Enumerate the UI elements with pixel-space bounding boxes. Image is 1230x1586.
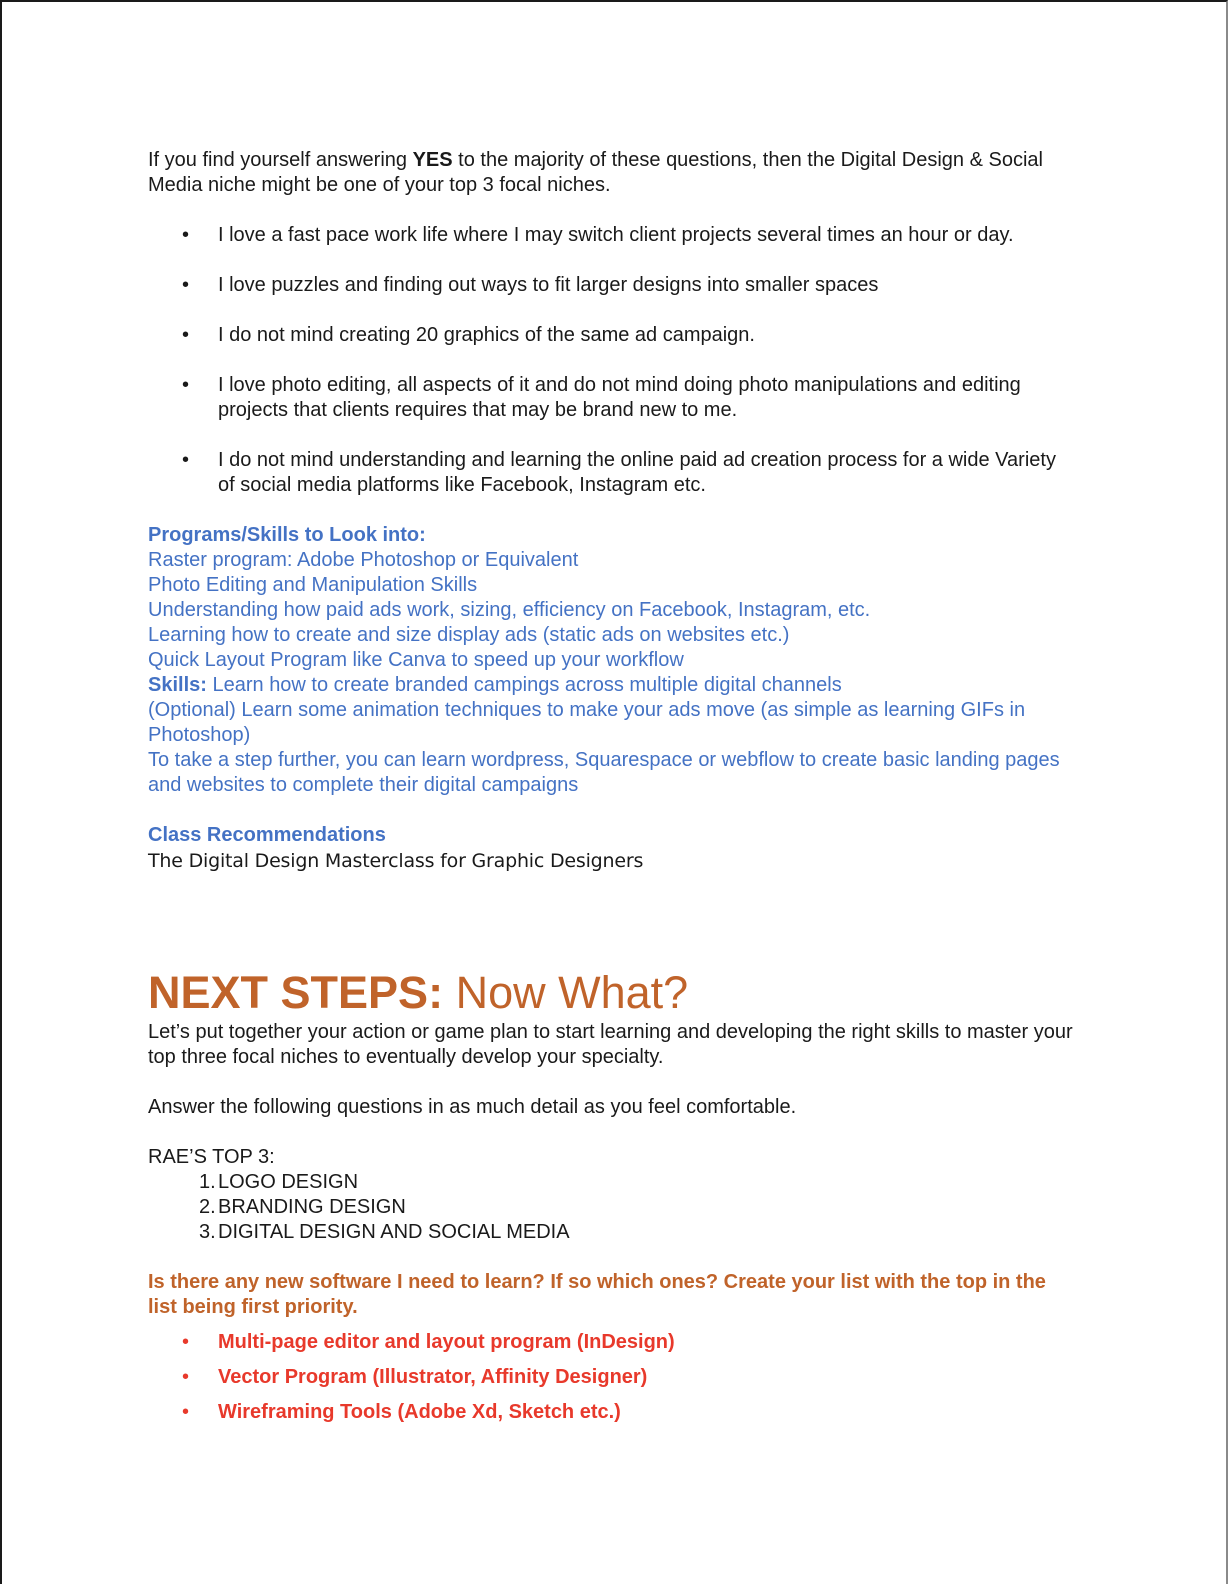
program-item: Photo Editing and Manipulation Skills [148,574,478,596]
skills-label: Skills: [148,674,207,696]
top3-number: 1. [199,1171,216,1193]
intro-paragraph [148,148,1078,198]
top3-label: LOGO DESIGN [218,1171,359,1193]
next-steps-instruction: Answer the following questions in as much detail as you feel comfortable. [148,1096,797,1118]
top3-label: BRANDING DESIGN [218,1196,406,1218]
class-recommendations-section [148,823,1078,874]
optional-skill: (Optional) Learn some animation techniques to make your ads move (as simple as learning GIFs in Photoshop) [148,699,1026,746]
software-question: Is there any new software I need to learn? If so which ones? Create your list with the top in the list being first priority. [148,1271,1046,1318]
intro-text-end: to the majority of these questions, then the Digital Design & Social Media niche might be one of your top 3 focal niches. [148,149,1043,196]
top3-list [148,1170,1078,1245]
program-item: Understanding how paid ads work, sizing, efficiency on Facebook, Instagram, etc. [148,599,871,621]
top3-title: RAE’S TOP 3: [148,1146,275,1168]
next-steps-paragraph: Let’s put together your action or game plan to start learning and developing the right skills to master your top three focal niches to eventually develop your specialty. [148,1021,1073,1068]
software-item: • Vector Program (Illustrator, Affinity Designer) [148,1365,1078,1390]
class-recommendation-item: The Digital Design Masterclass for Graphic Designers [148,850,644,872]
top3-item [148,1170,1078,1195]
next-steps-heading-bold: NEXT STEPS: [148,967,444,1018]
question-list [148,223,1078,498]
program-item: Raster program: Adobe Photoshop or Equivalent [148,549,579,571]
programs-skills-section [148,523,1078,798]
next-steps-heading-rest: Now What? [443,967,689,1018]
top3-number: 2. [199,1196,216,1218]
question-item: • I do not mind creating 20 graphics of the same ad campaign. [148,323,1078,348]
skills-text: Learn how to create branded campings across multiple digital channels [206,674,842,696]
software-item: • Multi-page editor and layout program (InDesign) [148,1330,1078,1355]
next-steps-heading [148,966,1078,1020]
page-content [148,148,1078,1435]
program-item: Quick Layout Program like Canva to speed up your workflow [148,649,684,671]
intro-emphasis: YES [412,149,453,171]
programs-title: Programs/Skills to Look into: [148,524,426,546]
software-list [148,1330,1078,1425]
further-skill: To take a step further, you can learn wordpress, Squarespace or webflow to create basic landing pages and websites to complete their digital campaigns [148,749,1060,796]
class-recommendations-title: Class Recommendations [148,824,386,846]
question-item: • I love photo editing, all aspects of it and do not mind doing photo manipulations and editing projects that clients requires that may be brand new to me. [148,373,1078,423]
top3-item [148,1220,1078,1245]
software-item: • Wireframing Tools (Adobe Xd, Sketch etc.) [148,1400,1078,1425]
question-item: • I love a fast pace work life where I may switch client projects several times an hour or day. [148,223,1078,248]
top3-number: 3. [199,1221,216,1243]
skills-line [148,673,1078,698]
program-item: Learning how to create and size display ads (static ads on websites etc.) [148,624,790,646]
intro-text-start: If you find yourself answering [148,149,413,171]
question-item: • I do not mind understanding and learning the online paid ad creation process for a wide Variety of social media platforms like Facebook, Instagram etc. [148,448,1078,498]
top3-item [148,1195,1078,1220]
question-item: • I love puzzles and finding out ways to fit larger designs into smaller spaces [148,273,1078,298]
top3-label: DIGITAL DESIGN AND SOCIAL MEDIA [218,1221,570,1243]
